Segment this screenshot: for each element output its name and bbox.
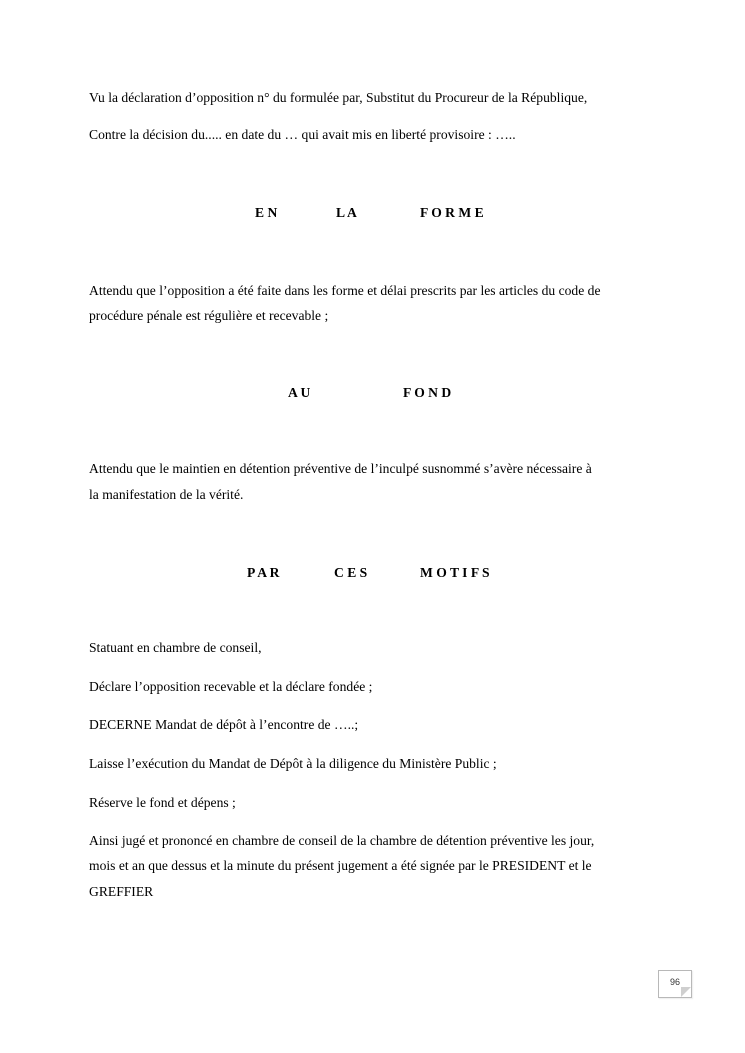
page-curl-icon bbox=[681, 987, 691, 997]
forme-line-2: procédure pénale est régulière et recevable ; bbox=[89, 308, 329, 323]
heading-word-motifs: M O T I F S bbox=[420, 565, 490, 580]
heading-word-en: E N bbox=[255, 205, 278, 220]
forme-line-1: Attendu que l’opposition a été faite dans les forme et délai prescrits par les articles du code de bbox=[89, 283, 601, 298]
heading-word-au: A U bbox=[288, 385, 311, 400]
closing-line-3: GREFFIER bbox=[89, 884, 154, 899]
dispositif-line-1: Statuant en chambre de conseil, bbox=[89, 640, 262, 655]
heading-word-forme: F O R M E bbox=[420, 205, 484, 220]
dispositif-line-4: Laisse l’exécution du Mandat de Dépôt à la diligence du Ministère Public ; bbox=[89, 756, 497, 771]
page-number-badge bbox=[658, 970, 692, 998]
heading-word-fond: F O N D bbox=[403, 385, 452, 400]
dispositif-line-3: DECERNE Mandat de dépôt à l’encontre de …..; bbox=[89, 717, 359, 732]
heading-word-par: P A R bbox=[247, 565, 280, 580]
dispositif-line-2: Déclare l’opposition recevable et la déclare fondée ; bbox=[89, 679, 373, 694]
page-number: 96 bbox=[669, 977, 680, 987]
heading-word-ces: C E S bbox=[334, 565, 368, 580]
dispositif-line-5: Réserve le fond et dépens ; bbox=[89, 795, 236, 810]
intro-line-2: Contre la décision du..... en date du … qui avait mis en liberté provisoire : ….. bbox=[89, 127, 516, 142]
intro-line-1: Vu la déclaration d’opposition n° du formulée par, Substitut du Procureur de la République, bbox=[89, 90, 588, 105]
closing-line-2: mois et an que dessus et la minute du présent jugement a été signée par le PRESIDENT et le bbox=[89, 858, 592, 873]
fond-line-1: Attendu que le maintien en détention préventive de l’inculpé susnommé s’avère nécessaire à bbox=[89, 461, 592, 476]
heading-word-la: L A bbox=[336, 205, 357, 220]
closing-line-1: Ainsi jugé et prononcé en chambre de conseil de la chambre de détention préventive les jour, bbox=[89, 833, 595, 848]
fond-line-2: la manifestation de la vérité. bbox=[89, 487, 244, 502]
